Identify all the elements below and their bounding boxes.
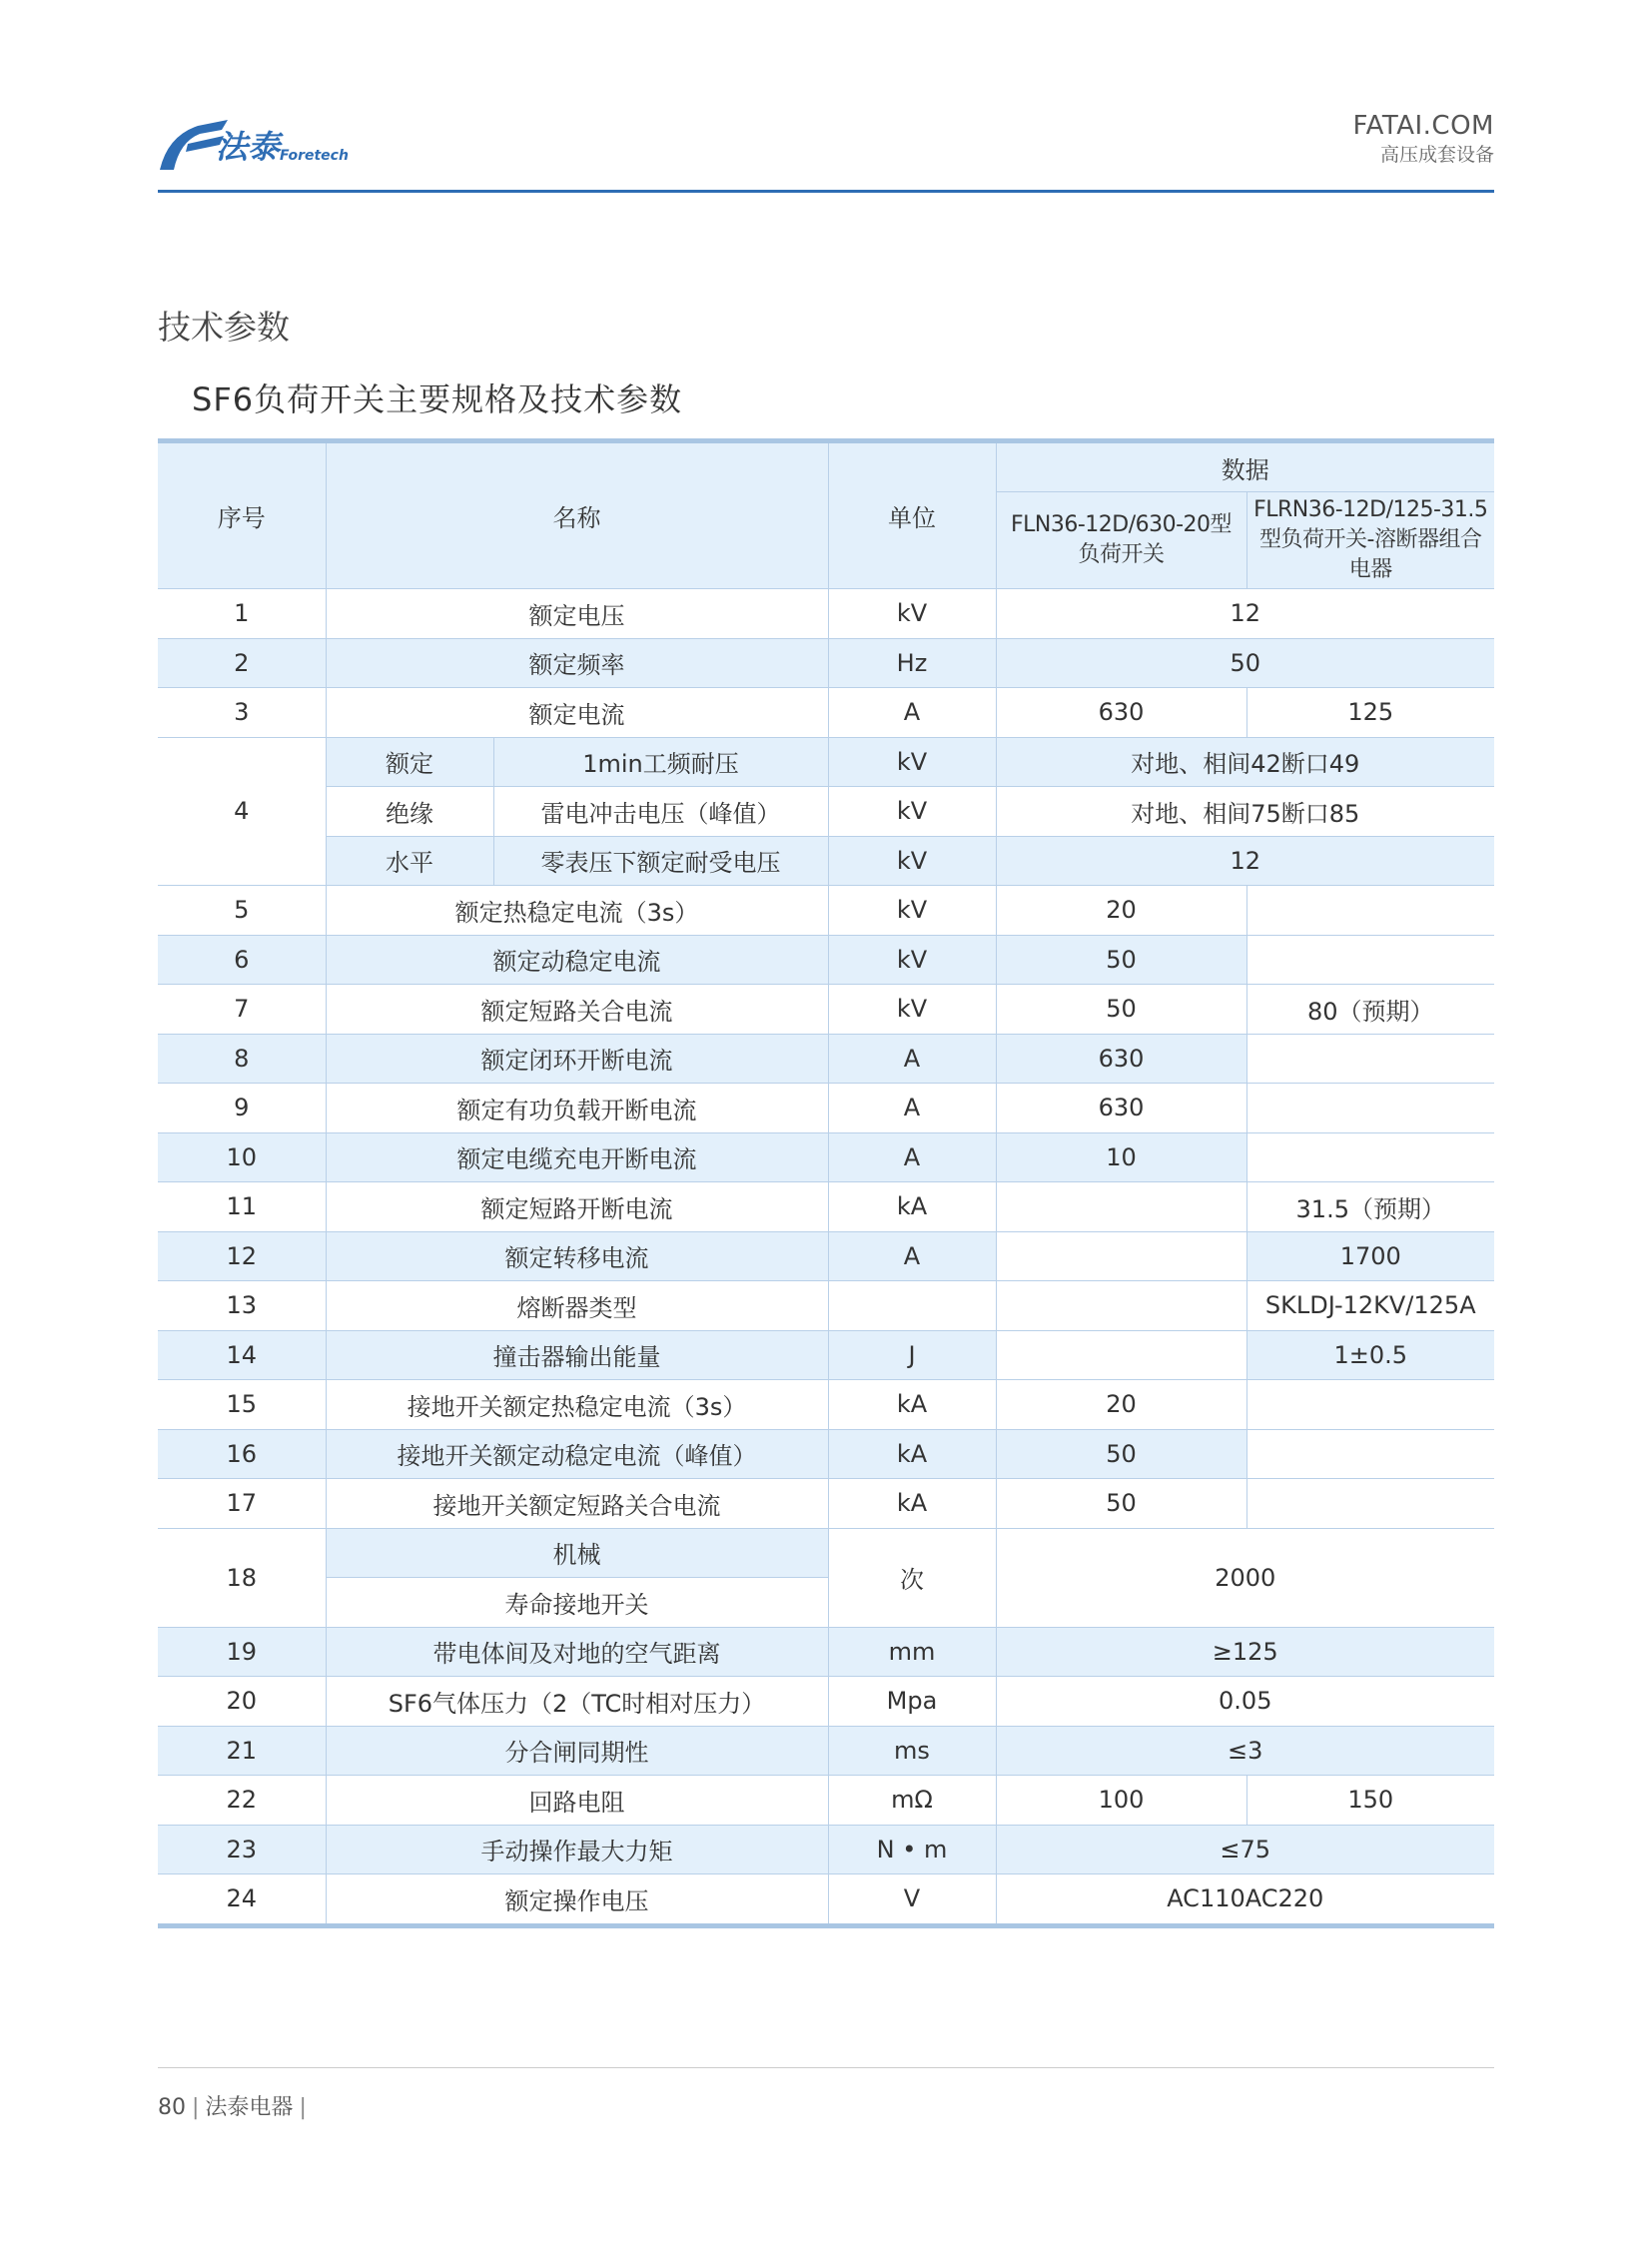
row-name: SF6气体压力（2（TC时相对压力）: [326, 1677, 828, 1727]
row-unit: kV: [828, 589, 996, 639]
table-row: [158, 688, 1494, 738]
row-unit: A: [828, 1084, 996, 1133]
table-row: [158, 935, 1494, 985]
table-row: [158, 886, 1494, 936]
row-no: 21: [158, 1726, 326, 1776]
table-row: [158, 1330, 1494, 1380]
row-value-a: 20: [996, 886, 1246, 936]
row-value-b: 150: [1246, 1776, 1494, 1826]
row-name: 额定闭环开断电流: [326, 1034, 828, 1084]
row-name: 额定电压: [326, 589, 828, 639]
row-no: 19: [158, 1627, 326, 1677]
row-value-a: 50: [996, 1479, 1246, 1529]
row-name: 熔断器类型: [326, 1281, 828, 1331]
row-name: 分合闸同期性: [326, 1726, 828, 1776]
row-unit: kV: [828, 836, 996, 886]
table-row: [158, 1825, 1494, 1874]
row-value-b: 1±0.5: [1246, 1330, 1494, 1380]
row-value-b: [1246, 1132, 1494, 1182]
table-row: [158, 1479, 1494, 1529]
page-footer: [158, 2067, 1494, 2121]
row-no: 20: [158, 1677, 326, 1727]
row-unit: A: [828, 1132, 996, 1182]
spec-table: [158, 438, 1494, 1928]
table-row: [158, 1528, 1494, 1578]
header-unit: 单位: [828, 441, 996, 589]
row-unit: J: [828, 1330, 996, 1380]
row-no: 15: [158, 1380, 326, 1430]
row-value: 2000: [996, 1528, 1494, 1627]
row-value: 12: [996, 836, 1494, 886]
spec-table-wrapper: [158, 438, 1494, 1928]
table-row: [158, 1182, 1494, 1232]
row-value-a: [996, 1182, 1246, 1232]
row-value-a: 630: [996, 1084, 1246, 1133]
logo-sub: Foretech: [280, 148, 349, 164]
row-name: 寿命接地开关: [326, 1578, 828, 1628]
row-no: 23: [158, 1825, 326, 1874]
row-unit: kA: [828, 1479, 996, 1529]
row-unit: ms: [828, 1726, 996, 1776]
row-name: 接地开关额定热稳定电流（3s）: [326, 1380, 828, 1430]
header-data: 数据: [996, 441, 1494, 492]
row-unit: 次: [828, 1528, 996, 1627]
table-header-row: [158, 441, 1494, 492]
row-value-b: [1246, 1084, 1494, 1133]
table-row: [158, 1429, 1494, 1479]
row-value-b: 31.5（预期）: [1246, 1182, 1494, 1232]
row-value-a: [996, 1281, 1246, 1331]
row-value-a: [996, 1231, 1246, 1281]
row-unit: A: [828, 688, 996, 738]
row-unit: mΩ: [828, 1776, 996, 1826]
header-no: 序号: [158, 441, 326, 589]
table-row: [158, 1677, 1494, 1727]
row-unit: N • m: [828, 1825, 996, 1874]
table-row: [158, 1726, 1494, 1776]
table-row: [158, 1281, 1494, 1331]
row-name: 零表压下额定耐受电压: [493, 836, 828, 886]
row-unit: kA: [828, 1380, 996, 1430]
footer-separator: |: [192, 2095, 200, 2120]
table-row: [158, 1776, 1494, 1826]
row-name: 机械: [326, 1528, 828, 1578]
row-name: 额定操作电压: [326, 1874, 828, 1926]
row-value-b: [1246, 1479, 1494, 1529]
row-no: 24: [158, 1874, 326, 1926]
table-row: [158, 1380, 1494, 1430]
row-unit: [828, 1281, 996, 1331]
row-name: 1min工频耐压: [493, 737, 828, 787]
table-row: [158, 1132, 1494, 1182]
row-value-b: [1246, 1380, 1494, 1430]
site-info: [1353, 110, 1494, 168]
row-name: 接地开关额定动稳定电流（峰值）: [326, 1429, 828, 1479]
row-value: 对地、相间42断口49: [996, 737, 1494, 787]
site-url: FATAI.COM: [1352, 111, 1494, 141]
row-value: 12: [996, 589, 1494, 639]
table-row: [158, 589, 1494, 639]
row-group-label: 额定: [326, 737, 493, 787]
row-no: 8: [158, 1034, 326, 1084]
row-value-b: 80（预期）: [1246, 985, 1494, 1035]
table-row: [158, 787, 1494, 837]
row-no: 17: [158, 1479, 326, 1529]
header-name: 名称: [326, 441, 828, 589]
row-no: 18: [158, 1528, 326, 1627]
row-unit: Hz: [828, 638, 996, 688]
row-unit: kV: [828, 787, 996, 837]
row-unit: kV: [828, 985, 996, 1035]
row-no: 4: [158, 737, 326, 886]
row-value-a: 50: [996, 1429, 1246, 1479]
row-name: 额定电缆充电开断电流: [326, 1132, 828, 1182]
row-name: 额定动稳定电流: [326, 935, 828, 985]
row-value-a: 20: [996, 1380, 1246, 1430]
row-no: 10: [158, 1132, 326, 1182]
row-value: ≤75: [996, 1825, 1494, 1874]
row-value-b: [1246, 1429, 1494, 1479]
row-name: 撞击器输出能量: [326, 1330, 828, 1380]
row-unit: kV: [828, 886, 996, 936]
row-value-a: 50: [996, 935, 1246, 985]
row-unit: V: [828, 1874, 996, 1926]
row-name: 额定有功负载开断电流: [326, 1084, 828, 1133]
row-value-a: 10: [996, 1132, 1246, 1182]
row-value: ≥125: [996, 1627, 1494, 1677]
row-value: AC110AC220: [996, 1874, 1494, 1926]
table-row: [158, 1231, 1494, 1281]
row-value-b: [1246, 935, 1494, 985]
row-unit: kV: [828, 737, 996, 787]
row-no: 11: [158, 1182, 326, 1232]
row-name: 额定转移电流: [326, 1231, 828, 1281]
row-value: ≤3: [996, 1726, 1494, 1776]
site-subtitle: 高压成套设备: [1379, 144, 1494, 166]
table-title: SF6负荷开关主要规格及技术参数: [192, 380, 683, 418]
row-no: 12: [158, 1231, 326, 1281]
row-name: 接地开关额定短路关合电流: [326, 1479, 828, 1529]
row-value-b: SKLDJ-12KV/125A: [1246, 1281, 1494, 1331]
header-model-a: FLN36-12D/630-20型负荷开关: [996, 492, 1246, 589]
row-no: 3: [158, 688, 326, 738]
row-no: 7: [158, 985, 326, 1035]
row-value-b: [1246, 1034, 1494, 1084]
table-row: [158, 836, 1494, 886]
row-value-a: [996, 1330, 1246, 1380]
header-model-b: FLRN36-12D/125-31.5型负荷开关-溶断器组合电器: [1246, 492, 1494, 589]
row-no: 14: [158, 1330, 326, 1380]
row-no: 1: [158, 589, 326, 639]
row-name: 额定短路开断电流: [326, 1182, 828, 1232]
row-value-b: 1700: [1246, 1231, 1494, 1281]
row-value: 50: [996, 638, 1494, 688]
table-row: [158, 638, 1494, 688]
table-row: [158, 737, 1494, 787]
table-row: [158, 1874, 1494, 1926]
row-value: 对地、相间75断口85: [996, 787, 1494, 837]
row-no: 13: [158, 1281, 326, 1331]
row-unit: kA: [828, 1429, 996, 1479]
row-no: 5: [158, 886, 326, 936]
table-row: [158, 1627, 1494, 1677]
footer-company: 法泰电器: [205, 2095, 294, 2120]
row-value-a: 100: [996, 1776, 1246, 1826]
table-row: [158, 1084, 1494, 1133]
section-title: 技术参数: [158, 308, 290, 347]
row-no: 16: [158, 1429, 326, 1479]
row-name: 额定电流: [326, 688, 828, 738]
row-no: 6: [158, 935, 326, 985]
table-row: [158, 985, 1494, 1035]
row-value: 0.05: [996, 1677, 1494, 1727]
table-row: [158, 1034, 1494, 1084]
row-unit: kV: [828, 935, 996, 985]
company-logo: [158, 114, 358, 174]
row-value-b: 125: [1246, 688, 1494, 738]
row-name: 雷电冲击电压（峰值）: [493, 787, 828, 837]
row-name: 额定短路关合电流: [326, 985, 828, 1035]
row-name: 回路电阻: [326, 1776, 828, 1826]
row-name: 带电体间及对地的空气距离: [326, 1627, 828, 1677]
row-unit: kA: [828, 1182, 996, 1232]
row-name: 手动操作最大力矩: [326, 1825, 828, 1874]
row-name: 额定热稳定电流（3s）: [326, 886, 828, 936]
row-name: 额定频率: [326, 638, 828, 688]
page-number: 80: [158, 2095, 186, 2120]
footer-separator: |: [299, 2095, 307, 2120]
row-unit: Mpa: [828, 1677, 996, 1727]
row-value-a: 50: [996, 985, 1246, 1035]
row-no: 9: [158, 1084, 326, 1133]
row-no: 22: [158, 1776, 326, 1826]
row-group-label: 水平: [326, 836, 493, 886]
row-unit: mm: [828, 1627, 996, 1677]
row-no: 2: [158, 638, 326, 688]
row-value-b: [1246, 886, 1494, 936]
row-group-label: 绝缘: [326, 787, 493, 837]
row-value-a: 630: [996, 688, 1246, 738]
row-value-a: 630: [996, 1034, 1246, 1084]
logo-text: 法泰: [216, 128, 281, 166]
row-unit: A: [828, 1231, 996, 1281]
page-header: [158, 108, 1494, 193]
row-unit: A: [828, 1034, 996, 1084]
